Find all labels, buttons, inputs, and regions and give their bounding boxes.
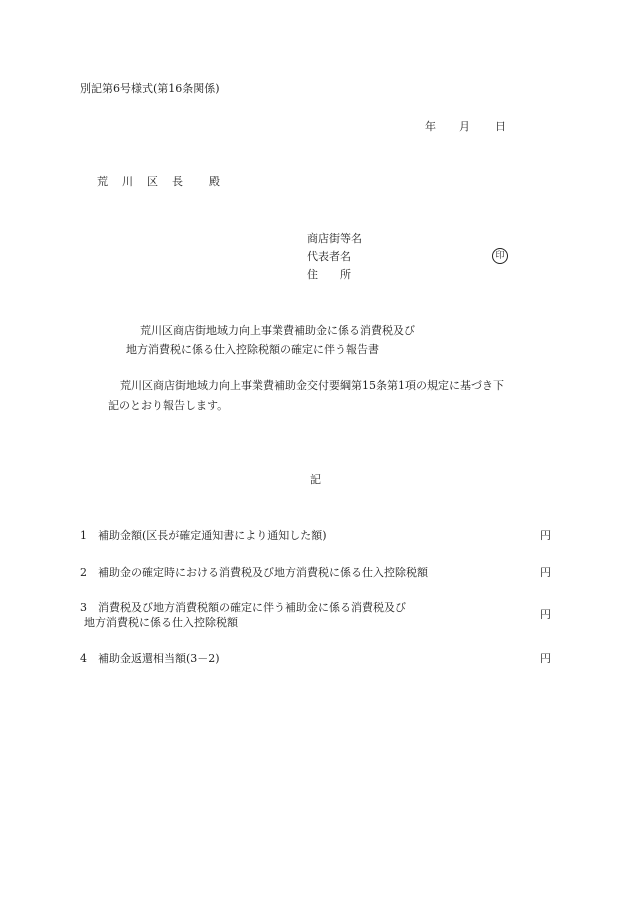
item-4-unit: 円: [540, 652, 551, 665]
report-title-line2: 地方消費税に係る仕入控除税額の確定に伴う報告書: [126, 343, 379, 356]
addressee-honorific: 殿: [209, 175, 220, 188]
body-text-line1: 荒川区商店街地域力向上事業費補助金交付要綱第15条第1項の規定に基づき下: [120, 379, 504, 392]
item-4-text: 4 補助金返還相当額(3－2): [80, 652, 220, 665]
body-text-line2: 記のとおり報告します。: [108, 399, 229, 412]
date-year-label: 年: [425, 120, 436, 133]
ki-heading: 記: [310, 473, 321, 486]
item-1-unit: 円: [540, 529, 551, 542]
date-day-label: 日: [495, 120, 506, 133]
form-label: 別記第6号様式(第16条関係): [80, 82, 220, 95]
addressee-char: 区: [147, 175, 158, 188]
item-3-text-line1: 3 消費税及び地方消費税額の確定に伴う補助金に係る消費税及び: [80, 601, 406, 614]
report-title-line1: 荒川区商店街地域力向上事業費補助金に係る消費税及び: [140, 324, 415, 337]
addressee-char: 長: [172, 175, 183, 188]
date-month-label: 月: [459, 120, 470, 133]
addressee: [97, 176, 220, 187]
applicant-org-label: 商店街等名: [307, 232, 362, 245]
applicant-address-label: 住 所: [307, 268, 351, 281]
item-2-text: 2 補助金の確定時における消費税及び地方消費税に係る仕入控除税額: [80, 566, 428, 579]
item-3-unit: 円: [540, 608, 551, 621]
addressee-char: 川: [122, 175, 133, 188]
seal-mark: 印: [492, 248, 508, 264]
applicant-rep-label: 代表者名: [307, 250, 351, 263]
item-1-text: 1 補助金額(区長が確定通知書により通知した額): [80, 529, 327, 542]
item-2-unit: 円: [540, 566, 551, 579]
item-3-text-line2: 地方消費税に係る仕入控除税額: [84, 616, 238, 629]
addressee-char: 荒: [97, 175, 108, 188]
